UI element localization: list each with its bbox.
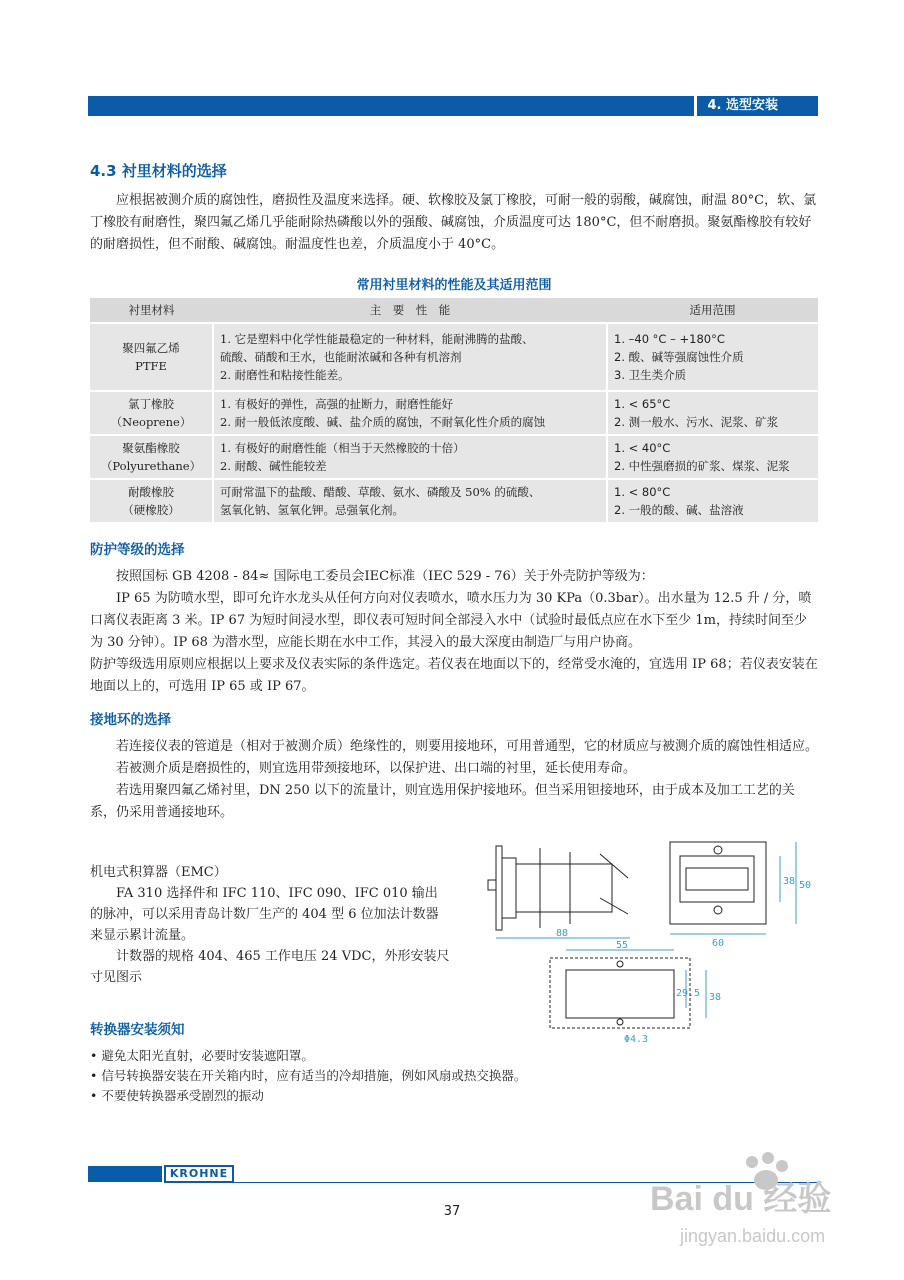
performance-cell xyxy=(213,479,607,523)
section-title: 4.3 衬里材料的选择 xyxy=(90,162,227,180)
performance-line: 2. 耐一般低浓度酸、碱、盐介质的腐蚀，不耐氧化性介质的腐蚀 xyxy=(220,415,546,429)
side-view-knob xyxy=(488,880,496,890)
front-view-screw xyxy=(714,906,722,914)
range-cell xyxy=(607,323,818,391)
side-view-case xyxy=(516,864,612,912)
page-number: 37 xyxy=(443,1204,461,1219)
range-cell xyxy=(607,391,818,435)
protection-title: 防护等级的选择 xyxy=(90,542,185,558)
emc-p2: 计数器的规格 404、465 工作电压 24 VDC，外形安装尺寸见图示 xyxy=(90,949,450,985)
header-performance: 主 要 性 能 xyxy=(213,298,607,323)
material-name: 氯丁橡胶 xyxy=(128,397,174,411)
range-cell xyxy=(607,435,818,479)
performance-line: 2. 耐酸、碱性能较差 xyxy=(220,459,327,473)
performance-line: 2. 耐磨性和粘接性能差。 xyxy=(220,368,350,382)
mount-hole xyxy=(617,961,623,967)
range-line: 1. < 65°C xyxy=(614,397,671,411)
dim-hole: Φ4.3 xyxy=(624,1034,649,1045)
dim-55: 55 xyxy=(616,940,629,951)
performance-cell xyxy=(213,391,607,435)
lining-material-table xyxy=(90,298,818,524)
protection-p2: IP 65 为防喷水型，即可允许水龙头从任何方向对仪表喷水，喷水压力为 30 KPa（0.3bar）。出水量为 12.5 升 / 分，喷口离仪表距离 3 米。IP 67 为短时间浸水型，即仪表可短时间全部浸入水中（试验时最低点应在水下至少 1m，持续时间至少为 30 分钟）。IP 68 为潜水型，应能长期在水中工作，其浸入的最大深度由制造厂与用户协商。 xyxy=(90,591,812,650)
material-name: 聚氨酯橡胶 xyxy=(122,441,180,455)
watermark-url: jingyan.baidu.com xyxy=(680,1226,826,1246)
emc-title: 机电式积算器（EMC） xyxy=(90,865,227,880)
emc-p1: FA 310 选择件和 IFC 110、IFC 090、IFC 010 输出的脉冲，可以采用青岛计数厂生产的 404 型 6 位加法计数器来显示累计流量。 xyxy=(90,886,439,943)
range-line: 1. < 40°C xyxy=(614,441,671,455)
material-code: （硬橡胶） xyxy=(122,503,180,517)
krohne-logo: KROHNE xyxy=(164,1165,234,1183)
performance-line: 硫酸、硝酸和王水，也能耐浓碱和各种有机溶剂 xyxy=(220,350,462,364)
range-line: 1. < 80°C xyxy=(614,485,671,499)
dim-88: 88 xyxy=(556,928,569,939)
panel-cutout xyxy=(566,970,674,1018)
mount-hole xyxy=(617,1019,623,1025)
grounding-p1: 若连接仪表的管道是（相对于被测介质）绝缘性的，则要用接地环，可用普通型，它的材质应与被测介质的腐蚀性相适应。 xyxy=(116,739,819,754)
performance-line: 1. 有极好的耐磨性能（相当于天然橡胶的十倍） xyxy=(220,441,465,455)
intro-paragraph xyxy=(90,190,818,256)
range-line: 2. 中性强磨损的矿浆、煤浆、泥浆 xyxy=(614,459,790,473)
side-view-body xyxy=(502,858,516,918)
table-row xyxy=(90,479,818,523)
material-cell xyxy=(90,323,213,391)
dim-50: 50 xyxy=(799,880,812,891)
range-line: 2. 测一般水、污水、泥浆、矿浆 xyxy=(614,415,779,429)
header-bar xyxy=(88,96,818,116)
intro-text: 应根据被测介质的腐蚀性，磨损性及温度来选择。硬、软橡胶及氯丁橡胶，可耐一般的弱酸，碱腐蚀，耐温 80°C，软、氯丁橡胶有耐磨性，聚四氟乙烯几乎能耐除热磷酸以外的强酸、碱腐蚀，介质温度可达 180°C，但不耐磨损。聚氨酯橡胶有较好的耐磨损性，但不耐酸、碱腐蚀。耐温度性也差，介质温度小于 40°C。 xyxy=(90,193,817,252)
header-range: 适用范围 xyxy=(607,298,818,323)
range-cell xyxy=(607,479,818,523)
material-cell xyxy=(90,479,213,523)
material-code: PTFE xyxy=(135,359,167,373)
grounding-p2: 若被测介质是磨损性的，则宜选用带颈接地环，以保护进、出口端的衬里，延长使用寿命。 xyxy=(116,761,637,776)
table-row xyxy=(90,435,818,479)
watermark-brand: Bai du 经验 xyxy=(650,1180,832,1218)
dim-60: 60 xyxy=(712,938,725,949)
material-code: （Polyurethane） xyxy=(100,459,202,473)
section-tab: 4. 选型安装 xyxy=(694,96,794,116)
table-caption: 常用衬里材料的性能及其适用范围 xyxy=(356,278,552,293)
range-line: 1. –40 °C – +180°C xyxy=(614,332,725,346)
performance-line: 1. 有极好的弹性，高强的扯断力，耐磨性能好 xyxy=(220,397,454,411)
range-line: 2. 酸、碱等强腐蚀性介质 xyxy=(614,350,744,364)
performance-line: 可耐常温下的盐酸、醋酸、草酸、氨水、磷酸及 50% 的硫酸、 xyxy=(220,485,541,499)
emc-section xyxy=(90,862,450,988)
bullet-item: • 不要使转换器承受剧烈的振动 xyxy=(90,1086,526,1106)
protection-p3: 防护等级选用原则应根据以上要求及仪表实际的条件选定。若仪表在地面以下的，经常受水淹的，宜选用 IP 68；若仪表安装在地面以上的，可选用 IP 65 或 IP 67。 xyxy=(90,657,818,694)
front-view-display xyxy=(686,868,748,890)
grounding-p3: 若选用聚四氟乙烯衬里，DN 250 以下的流量计，则宜选用保护接地环。但当采用钽接地环，由于成本及加工工艺的关系，仍采用普通接地环。 xyxy=(90,783,795,820)
performance-cell xyxy=(213,323,607,391)
counter-dimension-drawing xyxy=(480,838,820,1048)
bullet-item: • 避免太阳光直射，必要时安装遮阳罩。 xyxy=(90,1046,526,1066)
protection-section xyxy=(90,566,818,698)
table-row xyxy=(90,323,818,391)
grounding-section xyxy=(90,736,818,824)
front-view-window xyxy=(680,856,754,902)
bullet-item: • 信号转换器安装在开关箱内时，应有适当的冷却措施，例如风扇或热交换器。 xyxy=(90,1066,526,1086)
header-material: 衬里材料 xyxy=(90,298,213,323)
dim-38b: 38 xyxy=(709,992,722,1003)
grounding-title: 接地环的选择 xyxy=(90,712,171,728)
range-line: 2. 一般的酸、碱、盐溶液 xyxy=(614,503,744,517)
protection-p1: 按照国标 GB 4208 - 84≈ 国际电工委员会IEC标准（IEC 529 - 76）关于外壳防护等级为： xyxy=(116,569,654,584)
material-cell xyxy=(90,391,213,435)
performance-cell xyxy=(213,435,607,479)
material-code: （Neoprene） xyxy=(110,415,192,429)
performance-line: 氢氧化钠、氢氧化钾。忌强氧化剂。 xyxy=(220,503,404,517)
table-header-row xyxy=(90,298,818,323)
footer-bar xyxy=(88,1166,162,1182)
front-view-screw xyxy=(714,846,722,854)
dim-38: 38 xyxy=(783,876,796,887)
side-view-flange xyxy=(496,846,502,930)
material-cell xyxy=(90,435,213,479)
material-name: 聚四氟乙烯 xyxy=(122,341,180,355)
converter-bullets xyxy=(90,1046,526,1106)
range-line: 3. 卫生类介质 xyxy=(614,368,687,382)
material-name: 耐酸橡胶 xyxy=(128,485,174,499)
dim-29-5: 29.5 xyxy=(676,988,701,999)
performance-line: 1. 它是塑料中化学性能最稳定的一种材料，能耐沸腾的盐酸、 xyxy=(220,332,534,346)
table-row xyxy=(90,391,818,435)
converter-title: 转换器安装须知 xyxy=(90,1022,185,1038)
baidu-watermark xyxy=(640,1150,900,1260)
